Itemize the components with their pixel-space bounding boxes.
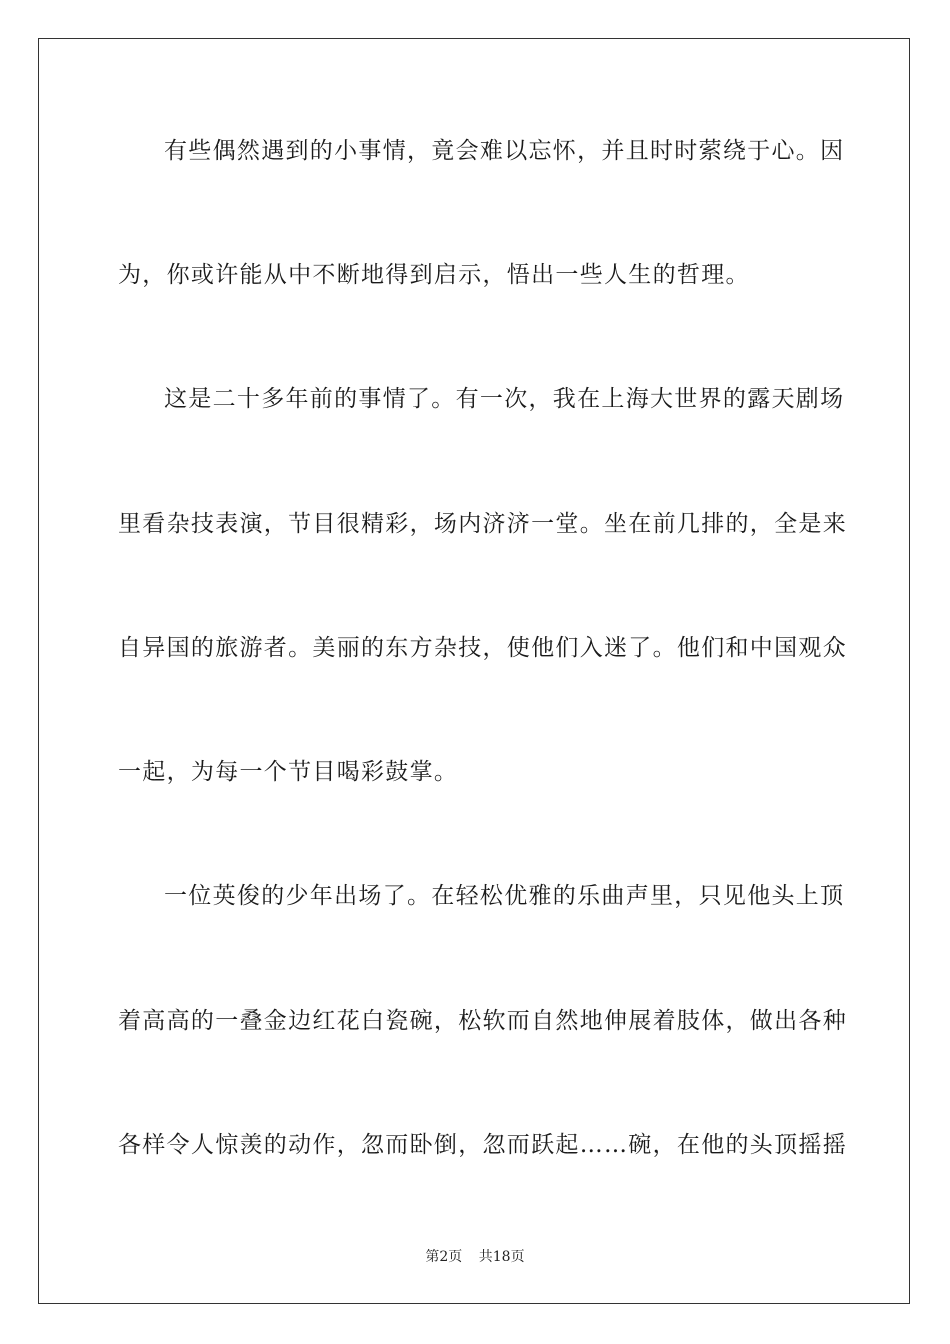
text-line-8: 着高高的一叠金边红花白瓷碗，松软而自然地伸展着肢体，做出各种 bbox=[118, 1008, 847, 1034]
page-total: 共18页 bbox=[478, 1249, 525, 1265]
text-line-5: 自异国的旅游者。美丽的东方杂技，使他们入迷了。他们和中国观众 bbox=[118, 635, 847, 661]
page-number: 第2页 bbox=[425, 1249, 463, 1265]
text-line-6: 一起，为每一个节目喝彩鼓掌。 bbox=[118, 759, 459, 785]
text-line-2: 为，你或许能从中不断地得到启示，悟出一些人生的哲理。 bbox=[118, 262, 750, 288]
text-line-7: 一位英俊的少年出场了。在轻松优雅的乐曲声里，只见他头上顶 bbox=[164, 883, 845, 909]
text-line-1: 有些偶然遇到的小事情，竟会难以忘怀，并且时时萦绕于心。因 bbox=[164, 138, 845, 164]
text-line-4: 里看杂技表演，节目很精彩，场内济济一堂。坐在前几排的，全是来 bbox=[118, 511, 847, 537]
page-border bbox=[38, 38, 910, 1304]
text-line-9: 各样令人惊羡的动作，忽而卧倒，忽而跃起……碗，在他的头顶摇摇 bbox=[118, 1132, 847, 1158]
page-footer bbox=[0, 1248, 950, 1266]
text-line-3: 这是二十多年前的事情了。有一次，我在上海大世界的露天剧场 bbox=[164, 386, 845, 412]
